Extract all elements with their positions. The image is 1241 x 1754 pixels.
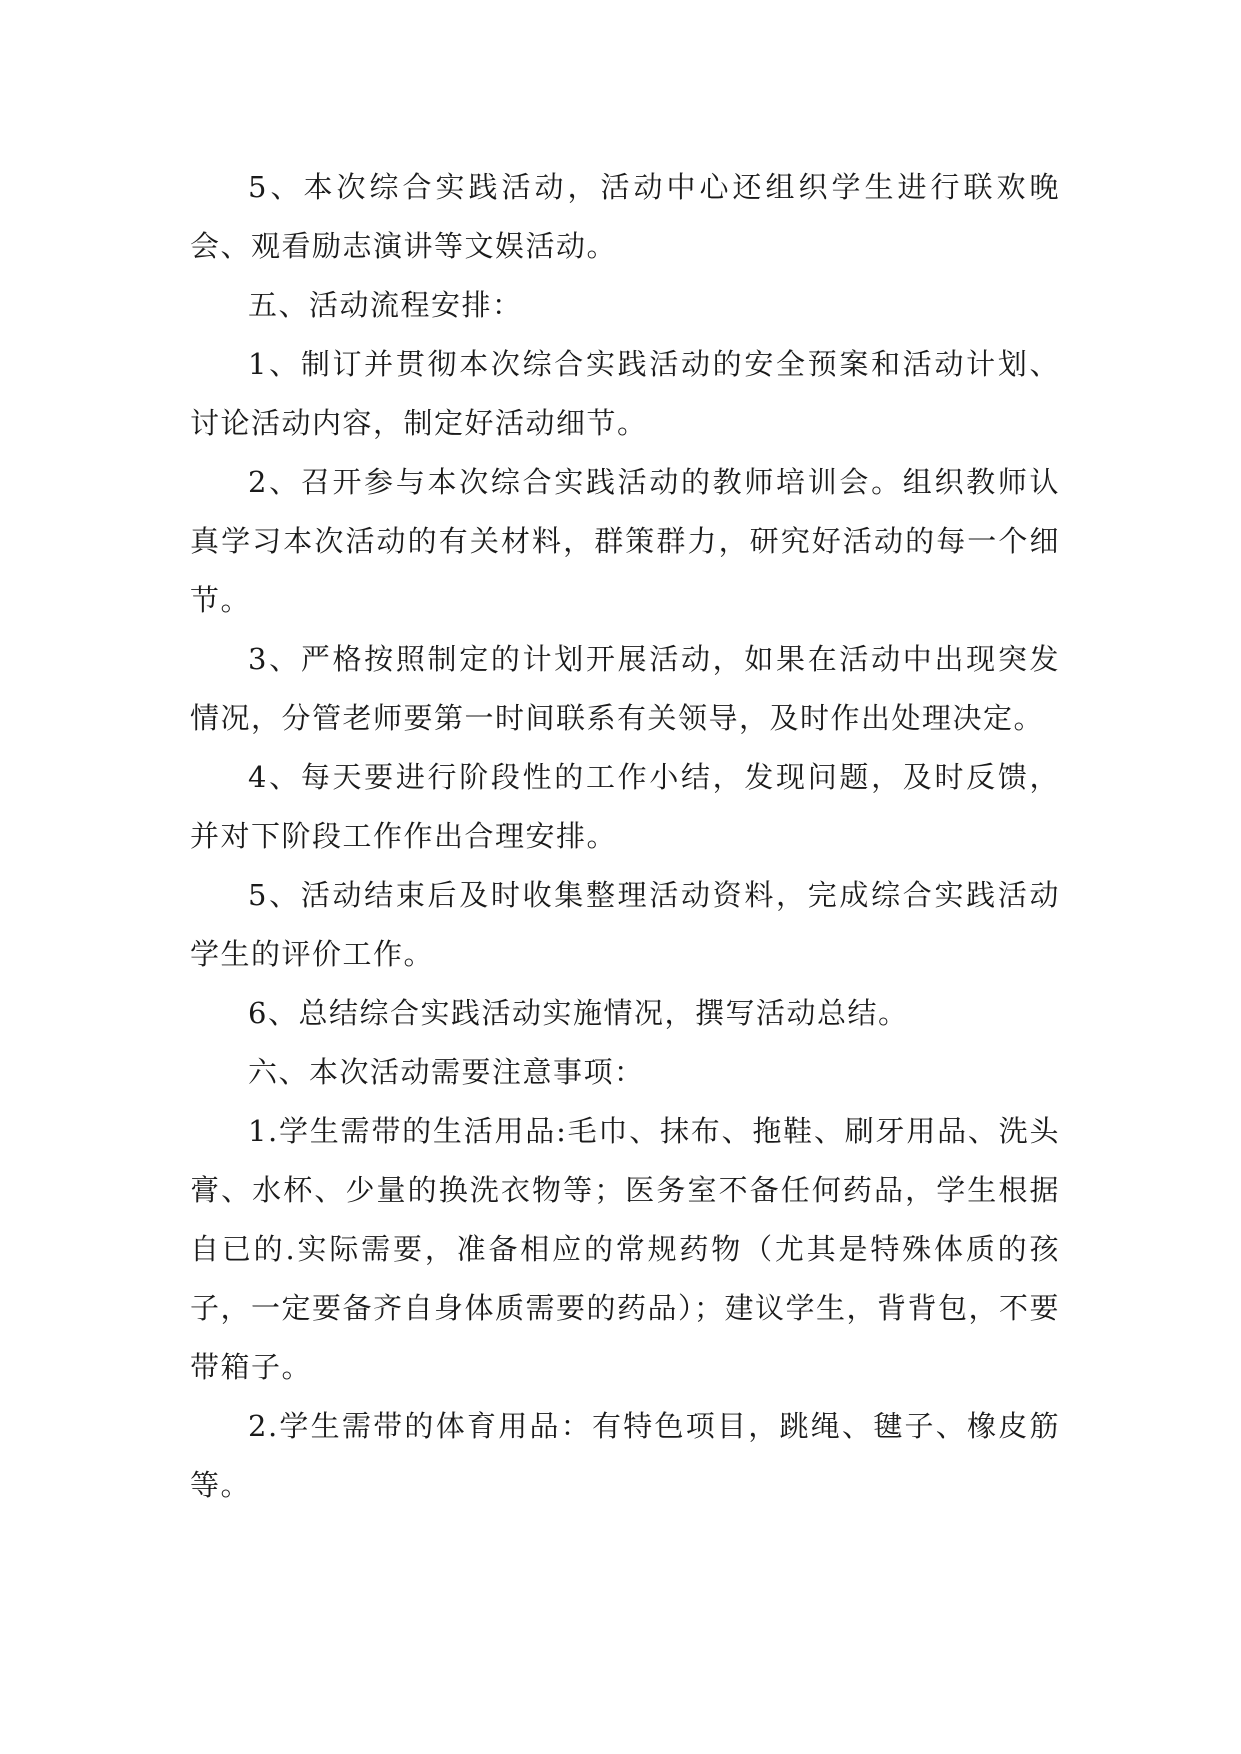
paragraph-process-3: 3、严格按照制定的计划开展活动，如果在活动中出现突发情况，分管老师要第一时间联系有关领导，及时作出处理决定。 [190, 642, 1060, 735]
paragraph-process-2: 2、召开参与本次综合实践活动的教师培训会。组织教师认真学习本次活动的有关材料，群策群力，研究好活动的每一个细节。 [190, 465, 1060, 617]
document-body [190, 158, 1060, 1515]
paragraph-process-1: 1、制订并贯彻本次综合实践活动的安全预案和活动计划、讨论活动内容，制定好活动细节。 [190, 347, 1060, 440]
paragraph-process-4: 4、每天要进行阶段性的工作小结，发现问题，及时反馈，并对下阶段工作作出合理安排。 [190, 760, 1060, 853]
paragraph-process-6: 6、总结综合实践活动实施情况，撰写活动总结。 [248, 996, 909, 1030]
paragraph-notes-1: 1.学生需带的生活用品:毛巾、抹布、拖鞋、刷牙用品、洗头膏、水杯、少量的换洗衣物等；医务室不备任何药品，学生根据自已的.实际需要，准备相应的常规药物（尤其是特殊体质的孩子，一定要备齐自身体质需要的药品）；建议学生，背背包，不要带箱子。 [190, 1114, 1061, 1384]
paragraph-process-5: 5、活动结束后及时收集整理活动资料，完成综合实践活动学生的评价工作。 [190, 878, 1060, 971]
paragraph-notes-2: 2.学生需带的体育用品：有特色项目，跳绳、毽子、橡皮筋等。 [190, 1409, 1060, 1502]
paragraph-activity-5: 5、本次综合实践活动，活动中心还组织学生进行联欢晚会、观看励志演讲等文娱活动。 [190, 170, 1060, 263]
section-heading-process: 五、活动流程安排： [248, 288, 523, 322]
section-heading-notes: 六、本次活动需要注意事项： [248, 1055, 645, 1089]
